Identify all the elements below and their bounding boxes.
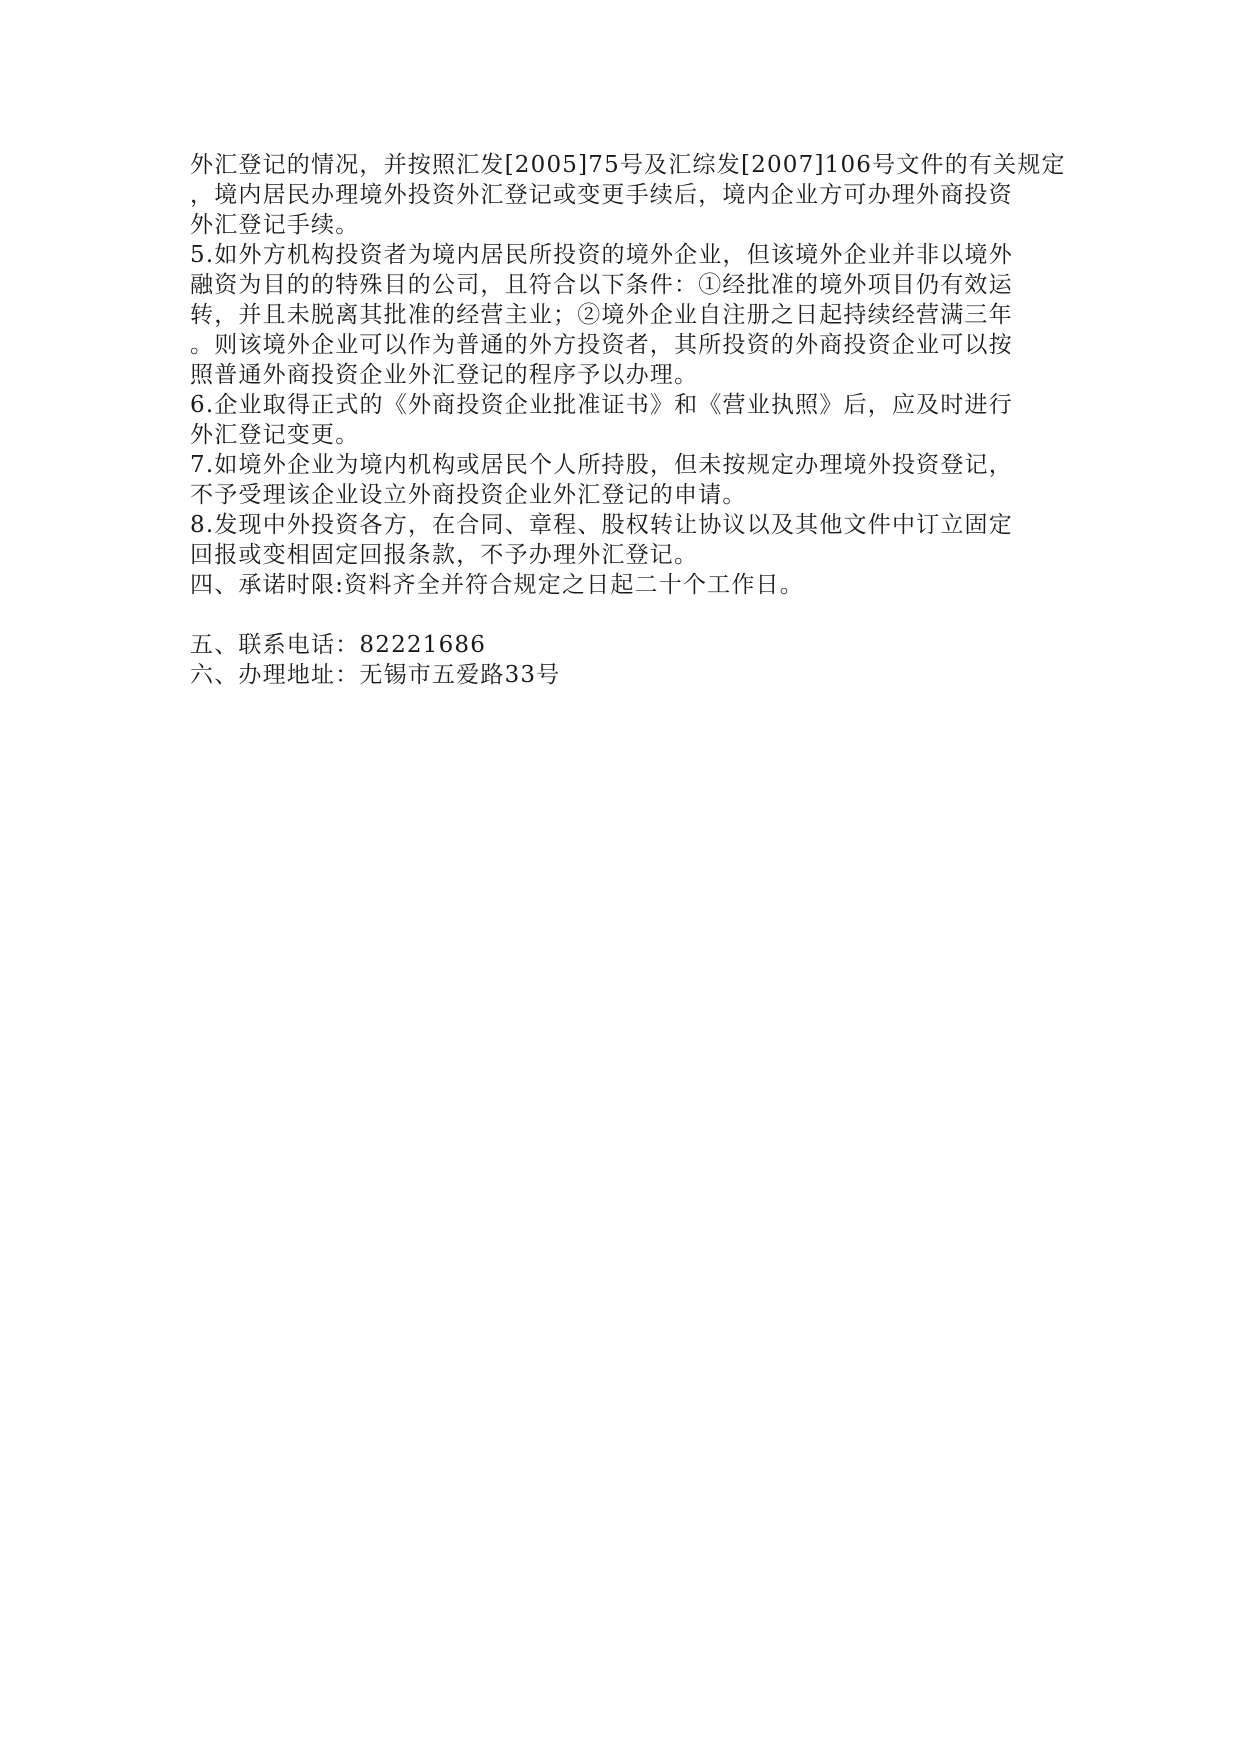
document-body <box>190 150 1066 690</box>
text-line: 回报或变相固定回报条款，不予办理外汇登记。 <box>190 542 699 568</box>
contact-phone-line: 五、联系电话：82221686 <box>190 632 487 658</box>
text-line: 。则该境外企业可以作为普通的外方投资者，其所投资的外商投资企业可以按 <box>190 332 1013 358</box>
text-line: 外汇登记变更。 <box>190 422 360 448</box>
text-line: 不予受理该企业设立外商投资企业外汇登记的申请。 <box>190 482 747 508</box>
text-line: 8.发现中外投资各方，在合同、章程、股权转让协议以及其他文件中订立固定 <box>190 512 1013 538</box>
text-line: ，境内居民办理境外投资外汇登记或变更手续后，境内企业方可办理外商投资 <box>190 182 1013 208</box>
blank-line <box>190 600 1050 630</box>
text-line: 融资为目的的特殊目的公司，且符合以下条件：①经批准的境外项目仍有效运 <box>190 272 1013 298</box>
text-line: 5.如外方机构投资者为境内居民所投资的境外企业，但该境外企业并非以境外 <box>190 242 1013 268</box>
text-line: 6.企业取得正式的《外商投资企业批准证书》和《营业执照》后，应及时进行 <box>190 392 1013 418</box>
text-line: 外汇登记手续。 <box>190 212 360 238</box>
commitment-period-line: 四、承诺时限:资料齐全并符合规定之日起二十个工作日。 <box>190 572 804 598</box>
text-line: 外汇登记的情况，并按照汇发[2005]75号及汇综发[2007]106号文件的有关规定 <box>190 152 1066 178</box>
text-line: 转，并且未脱离其批准的经营主业；②境外企业自注册之日起持续经营满三年 <box>190 302 1013 328</box>
office-address-line: 六、办理地址：无锡市五爱路33号 <box>190 662 561 688</box>
text-line: 照普通外商投资企业外汇登记的程序予以办理。 <box>190 362 699 388</box>
text-line: 7.如境外企业为境内机构或居民个人所持股，但未按规定办理境外投资登记， <box>190 452 1013 478</box>
